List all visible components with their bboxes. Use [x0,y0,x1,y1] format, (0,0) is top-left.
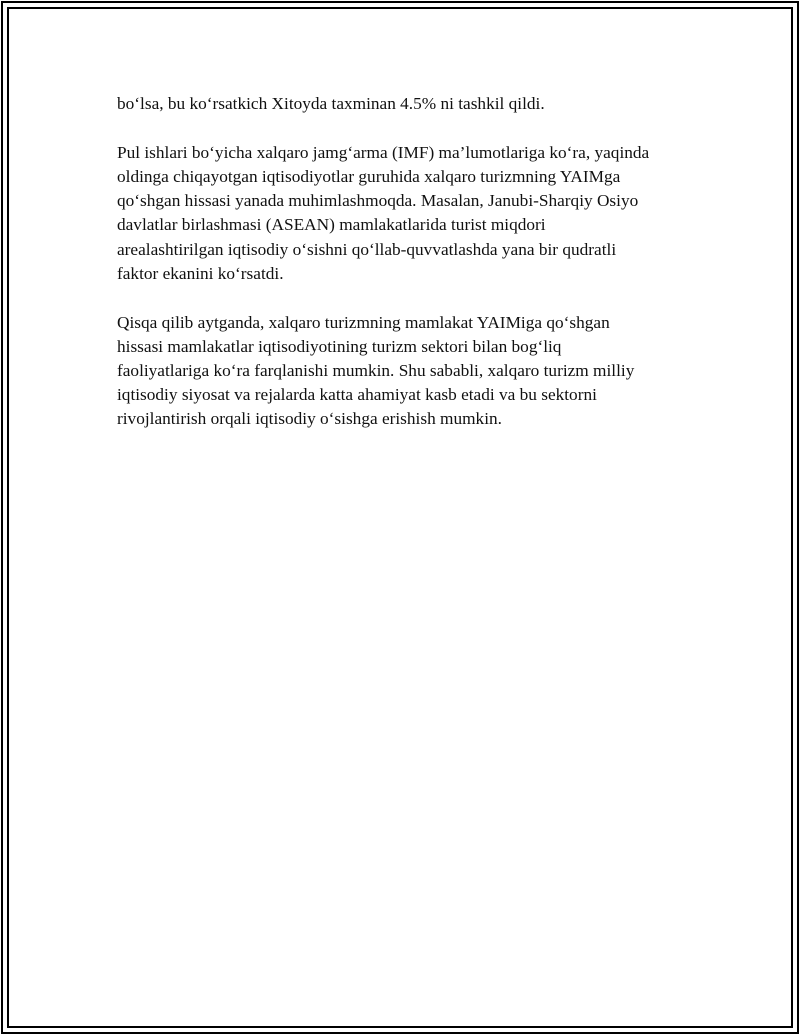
paragraph-line: faoliyatlariga ko‘ra farqlanishi mumkin. Shu sababli, xalqaro turizm milliy [117,360,635,380]
paragraph-2 [117,141,697,286]
paragraph-line: oldinga chiqayotgan iqtisodiyotlar guruhida xalqaro turizmning YAIMga [117,166,621,186]
paragraph-line: arealashtirilgan iqtisodiy o‘sishni qo‘llab-quvvatlashda yana bir qudratli [117,239,617,259]
paragraph-3 [117,311,697,432]
paragraph-line: rivojlantirish orqali iqtisodiy o‘sishga erishish mumkin. [117,409,502,429]
paragraph-line: hissasi mamlakatlar iqtisodiyotining turizm sektori bilan bog‘liq [117,336,562,356]
paragraph-1 [117,92,697,116]
paragraph-line: qo‘shgan hissasi yanada muhimlashmoqda. Masalan, Janubi-Sharqiy Osiyo [117,191,639,211]
paragraph-line: iqtisodiy siyosat va rejalarda katta ahamiyat kasb etadi va bu sektorni [117,385,597,405]
paragraph-line: Qisqa qilib aytganda, xalqaro turizmning mamlakat YAIMiga qo‘shgan [117,312,610,332]
paragraph-line: davlatlar birlashmasi (ASEAN) mamlakatlarida turist miqdori [117,215,546,235]
paragraph-line: faktor ekanini ko‘rsatdi. [117,263,284,283]
document-body [117,92,697,456]
paragraph-line: bo‘lsa, bu ko‘rsatkich Xitoyda taxminan 4.5% ni tashkil qildi. [117,94,545,113]
paragraph-line: Pul ishlari bo‘yicha xalqaro jamg‘arma (IMF) ma’lumotlariga ko‘ra, yaqinda [117,142,650,162]
